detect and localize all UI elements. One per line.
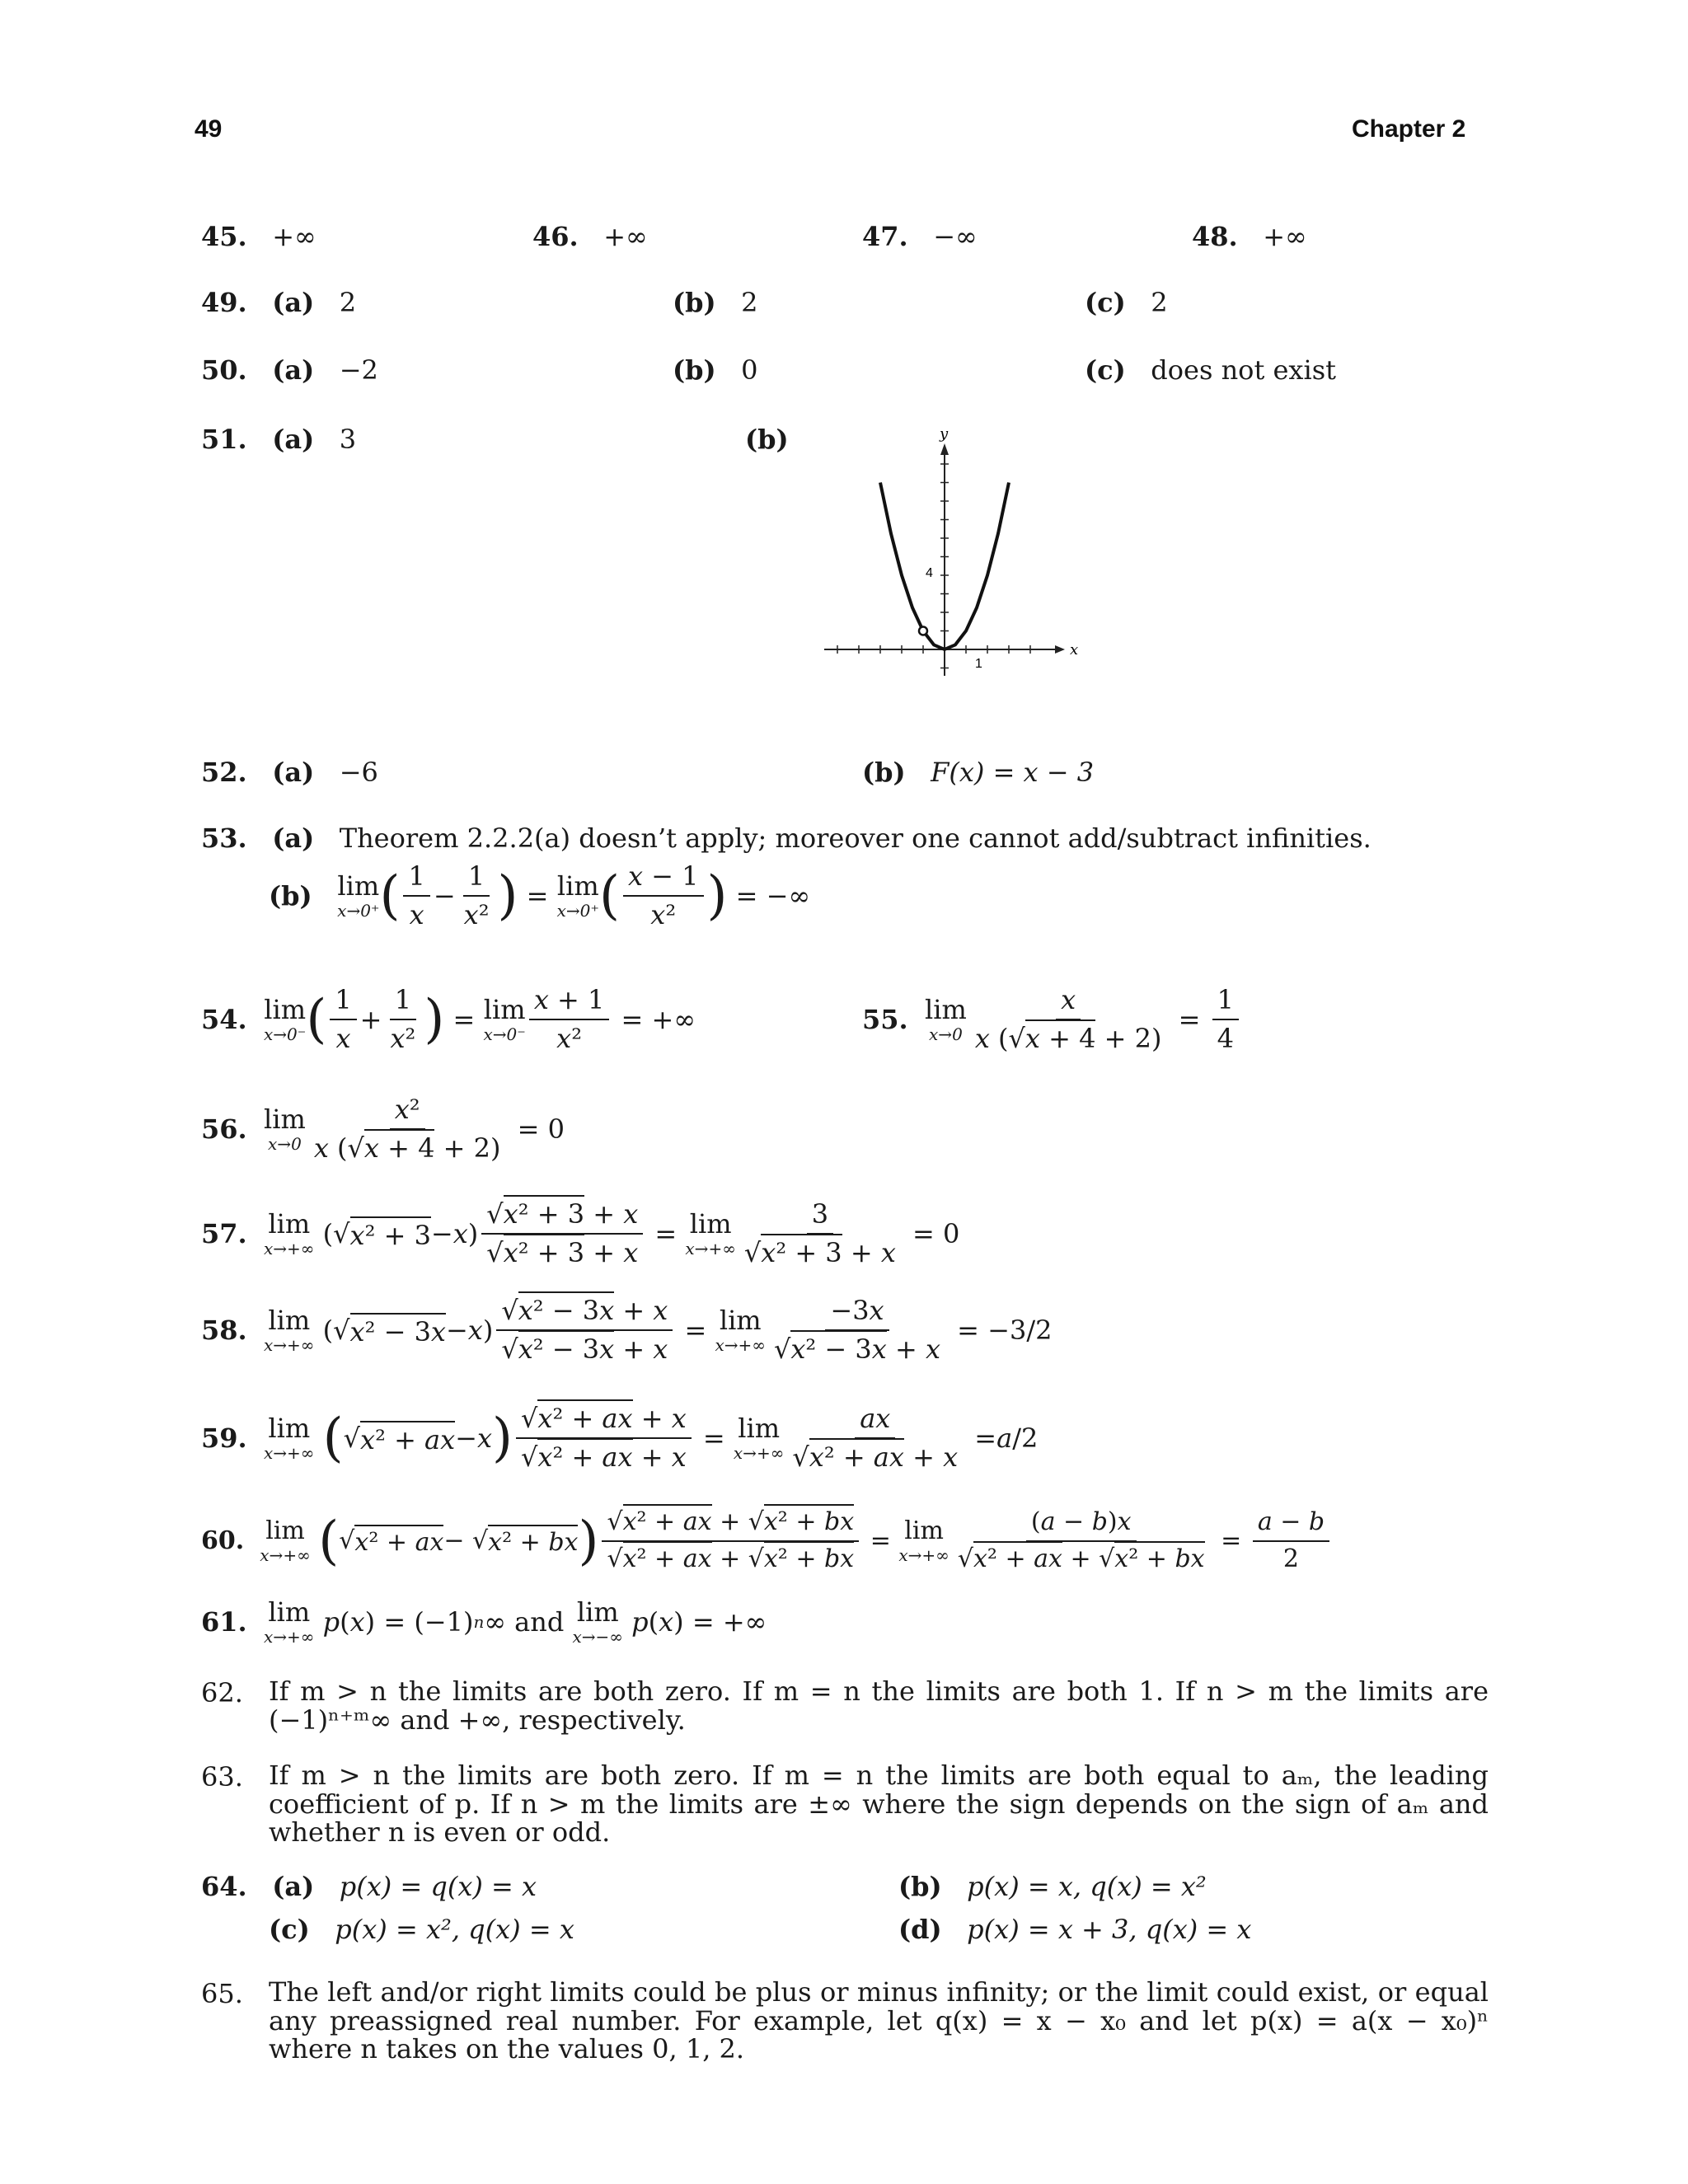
answer-64-b: (b) p(x) = x, q(x) = x² [898,1871,1207,1902]
answer-50-c: (c) does not exist [1085,354,1336,386]
answer-63: If m > n the limits are both zero. If m = n the limits are both equal to aₘ, the leading coefficient of p. If n > m the limits are ±∞ where the sign depends on the sign of aₘ and whether n is even or odd. [269,1760,1489,1849]
answer-56: 56. lim x→0 $\frac{\text{x²}}{x (√x + 4 + 2)}$ = 0 [201,1094,565,1164]
answer-49: 49. (a) 2 [201,287,357,318]
answer-62: If m > n the limits are both zero. If m = n the limits are both 1. If n > m the limits are (−1)ⁿ⁺ᵐ∞ and +∞, respectively. [269,1675,1489,1736]
answer-64: 64. (a) p(x) = q(x) = x [201,1871,537,1902]
answer-50: 50. (a) −2 [201,354,378,386]
answer-45: 45. +∞ [201,221,316,252]
answer-57: 57. lim x→+∞ (√ x² + 3 − x ) $\frac{\text{√x² + 3 + x}}{\text{√x² + 3 + x}}$ = lim x→+∞ $\frac{3}{\text{√x² + 3 + x}}$ = 0 [201,1199,959,1268]
answer-50-b: (b) 0 [673,354,758,386]
parabola-graph [808,420,1088,684]
answer-64-c: (c) p(x) = x², q(x) = x [269,1914,574,1945]
answer-58: 58. lim x→+∞ (√ x² − 3x − x ) $\frac{\text{√x² − 3x + x}}{\text{√x² − 3x + x}}$ = lim x→+∞ $\frac{-3x}{\text{√x² − 3x + x}}$ = −3/2 [201,1296,1052,1365]
answer-54: 54. lim x→0⁻ ( $\frac{1}{x}$ + $\frac{1}{\text{x²}}$ ) = lim x→0⁻ $\frac{x + 1}{\text{x²}}$ = +∞ [201,984,696,1054]
open-point [919,627,927,635]
answer-55: 55. lim x→0 $\frac{x}{x (√x + 4 + 2)}$ = $\frac{1}{4}$ [862,985,1242,1054]
y-axis [940,443,949,676]
answer-51: 51. (a) 3 [201,424,357,455]
answer-60: 60. lim x→+∞ ( √ x² + ax − √ x² + bx ) $\frac{\text{√x² + ax + √x² + bx}}{\text{√x² + ax + √x² + bx}}$ = lim x→+∞ $\frac{(a - b)x}{\text{√x² + ax + √x² + bx}}$ = $\frac{a - b}{2}$ [201,1508,1333,1573]
y-tick-label: 4 [926,566,933,580]
answer-46: 46. +∞ [532,221,648,252]
page-number: 49 [195,115,223,143]
answer-63-number: 63. [201,1761,243,1793]
answer-48: 48. +∞ [1192,221,1307,252]
answer-49-b: (b) 2 [673,287,758,318]
chapter-title: Chapter 2 [1352,115,1466,143]
answer-62-number: 62. [201,1677,243,1708]
answer-59: 59. lim x→+∞ ( √ x² + ax − x ) $\frac{\text{√x² + ax + x}}{\text{√x² + ax + x}}$ = lim x→+∞ $\frac{ax}{\text{√x² + ax + x}}$ = a /2 [201,1404,1038,1473]
answer-64-d: (d) p(x) = x + 3, q(x) = x [898,1914,1252,1945]
answer-47: 47. −∞ [862,221,978,252]
answer-52: 52. (a) −6 [201,757,378,788]
answer-53: 53. (a) Theorem 2.2.2(a) doesn’t apply; moreover one cannot add/subtract infinities. [201,823,1372,854]
y-axis-label: y [940,425,949,443]
x-tick-label: 1 [975,657,982,671]
answer-51-b: (b) [745,424,789,455]
answer-65: The left and/or right limits could be plus or minus infinity; or the limit could exist, or equal any preassigned real number. For example, let q(x) = x − x₀ and let p(x) = a(x − x₀)ⁿ where n takes on the values 0, 1, 2. [269,1976,1489,2065]
answer-52-b: (b) F(x) = x − 3 [862,757,1095,788]
answer-53-b: (b) lim x→0⁺ ( $\frac{1}{x}$ − $\frac{1}{\text{x²}}$ ) = lim x→0⁺ ( $\frac{x - 1}{\text{x²}}$ ) = −∞ [269,860,811,930]
answer-65-number: 65. [201,1978,243,2009]
answer-49-c: (c) 2 [1085,287,1168,318]
answer-61: 61. lim x→+∞ p ( x ) = (−1) n ∞ and lim x→−∞ p ( x ) = +∞ [201,1596,767,1647]
x-axis-label: x [1070,641,1079,658]
